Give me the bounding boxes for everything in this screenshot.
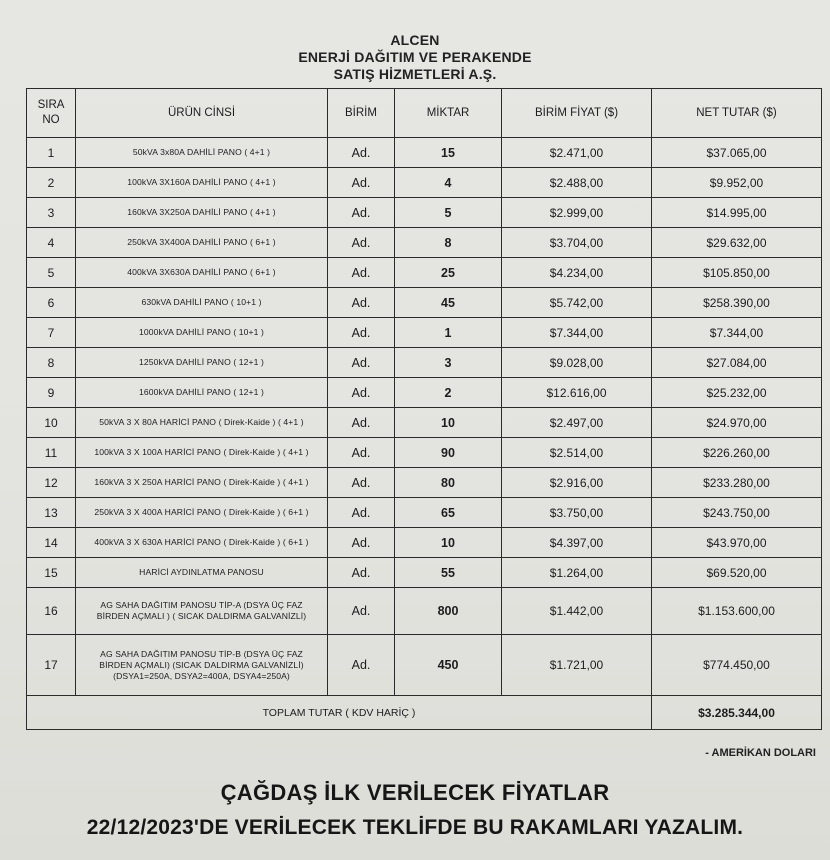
table-row: [27, 168, 822, 198]
table-row: [27, 378, 822, 408]
total-label: TOPLAM TUTAR ( KDV HARİÇ ): [27, 696, 652, 730]
row-unit: Ad.: [328, 168, 395, 198]
row-qty: 450: [395, 635, 502, 696]
row-product: 50kVA 3 X 80A HARİCİ PANO ( Direk-Kaide ) ( 4+1 ): [76, 408, 328, 438]
table-row: [27, 498, 822, 528]
row-no: 17: [27, 635, 76, 696]
table-row: [27, 528, 822, 558]
price-table: [26, 88, 822, 730]
table-row: [27, 288, 822, 318]
row-no: 9: [27, 378, 76, 408]
row-unit: Ad.: [328, 558, 395, 588]
row-unit: Ad.: [328, 588, 395, 635]
table-row: [27, 438, 822, 468]
col-header-no: [27, 89, 76, 138]
row-product-line: (DSYA1=250A, DSYA2=400A, DSYA4=250A): [113, 670, 290, 681]
row-unit: Ad.: [328, 468, 395, 498]
row-net-total: $233.280,00: [652, 468, 822, 498]
currency-note: - AMERİKAN DOLARI: [705, 747, 816, 759]
row-unit: Ad.: [328, 635, 395, 696]
row-no: 12: [27, 468, 76, 498]
row-no: 16: [27, 588, 76, 635]
row-qty: 10: [395, 408, 502, 438]
col-header-qty: MİKTAR: [395, 89, 502, 138]
row-net-total: $9.952,00: [652, 168, 822, 198]
table-row: [27, 635, 822, 696]
row-qty: 65: [395, 498, 502, 528]
row-net-total: $14.995,00: [652, 198, 822, 228]
row-no: 11: [27, 438, 76, 468]
row-unit: Ad.: [328, 408, 395, 438]
row-product: 160kVA 3 X 250A HARİCİ PANO ( Direk-Kaide ) ( 4+1 ): [76, 468, 328, 498]
row-unit-price: $2.471,00: [502, 138, 652, 168]
row-product: 400kVA 3X630A DAHİLİ PANO ( 6+1 ): [76, 258, 328, 288]
row-unit: Ad.: [328, 438, 395, 468]
row-unit: Ad.: [328, 498, 395, 528]
row-net-total: $226.260,00: [652, 438, 822, 468]
handwritten-note-line-1: ÇAĞDAŞ İLK VERİLECEK FİYATLAR: [220, 780, 610, 805]
row-unit-price: $2.999,00: [502, 198, 652, 228]
row-net-total: $69.520,00: [652, 558, 822, 588]
row-unit: Ad.: [328, 258, 395, 288]
table-row: [27, 198, 822, 228]
row-no: 4: [27, 228, 76, 258]
table-row: [27, 138, 822, 168]
row-net-total: $43.970,00: [652, 528, 822, 558]
row-qty: 55: [395, 558, 502, 588]
row-unit-price: $12.616,00: [502, 378, 652, 408]
row-no: 7: [27, 318, 76, 348]
table-row: [27, 468, 822, 498]
company-line-2: ENERJİ DAĞITIM VE PERAKENDE: [298, 49, 532, 65]
row-product: 1000kVA DAHİLİ PANO ( 10+1 ): [76, 318, 328, 348]
row-product: 250kVA 3X400A DAHİLİ PANO ( 6+1 ): [76, 228, 328, 258]
handwritten-note-line-2: 22/12/2023'DE VERİLECEK TEKLİFDE BU RAKAMLARI YAZALIM.: [86, 816, 744, 839]
row-net-total: $7.344,00: [652, 318, 822, 348]
total-value: $3.285.344,00: [652, 696, 822, 730]
col-header-net: NET TUTAR ($): [652, 89, 822, 138]
row-unit-price: $1.442,00: [502, 588, 652, 635]
row-net-total: $29.632,00: [652, 228, 822, 258]
row-product-line: AG SAHA DAĞITIM PANOSU TİP-B (DSYA ÜÇ FAZ: [100, 648, 303, 659]
row-qty: 4: [395, 168, 502, 198]
table-row: [27, 318, 822, 348]
row-product: 250kVA 3 X 400A HARİCİ PANO ( Direk-Kaide ) ( 6+1 ): [76, 498, 328, 528]
row-unit-price: $1.721,00: [502, 635, 652, 696]
row-unit-price: $2.514,00: [502, 438, 652, 468]
table-header-row: [27, 89, 822, 138]
row-unit-price: $5.742,00: [502, 288, 652, 318]
row-no: 5: [27, 258, 76, 288]
row-net-total: $774.450,00: [652, 635, 822, 696]
row-unit-price: $2.916,00: [502, 468, 652, 498]
row-qty: 800: [395, 588, 502, 635]
row-no: 2: [27, 168, 76, 198]
row-net-total: $27.084,00: [652, 348, 822, 378]
row-qty: 25: [395, 258, 502, 288]
row-product: 160kVA 3X250A DAHİLİ PANO ( 4+1 ): [76, 198, 328, 228]
row-no: 8: [27, 348, 76, 378]
row-product-line: AG SAHA DAĞITIM PANOSU TİP-A (DSYA ÜÇ FAZ: [100, 600, 303, 610]
table-row: [27, 348, 822, 378]
row-no: 1: [27, 138, 76, 168]
row-unit-price: $4.234,00: [502, 258, 652, 288]
row-unit: Ad.: [328, 318, 395, 348]
row-qty: 90: [395, 438, 502, 468]
row-qty: 10: [395, 528, 502, 558]
row-net-total: $258.390,00: [652, 288, 822, 318]
row-unit: Ad.: [328, 138, 395, 168]
row-unit-price: $3.704,00: [502, 228, 652, 258]
row-product: [76, 588, 328, 635]
col-header-unit: BİRİM: [328, 89, 395, 138]
company-name: ALCEN: [390, 32, 440, 48]
row-net-total: $24.970,00: [652, 408, 822, 438]
row-unit: Ad.: [328, 348, 395, 378]
row-unit: Ad.: [328, 528, 395, 558]
row-product: 100kVA 3X160A DAHİLİ PANO ( 4+1 ): [76, 168, 328, 198]
row-net-total: $25.232,00: [652, 378, 822, 408]
row-product: 630kVA DAHİLİ PANO ( 10+1 ): [76, 288, 328, 318]
row-no: 6: [27, 288, 76, 318]
table-row: [27, 588, 822, 635]
row-unit: Ad.: [328, 198, 395, 228]
col-header-no-line2: NO: [42, 114, 60, 126]
row-net-total: $243.750,00: [652, 498, 822, 528]
table-body: [27, 138, 822, 730]
table-row: [27, 228, 822, 258]
row-no: 3: [27, 198, 76, 228]
row-unit-price: $3.750,00: [502, 498, 652, 528]
row-qty: 1: [395, 318, 502, 348]
row-product: 1600kVA DAHİLİ PANO ( 12+1 ): [76, 378, 328, 408]
row-unit: Ad.: [328, 378, 395, 408]
row-product: 50kVA 3x80A DAHİLİ PANO ( 4+1 ): [76, 138, 328, 168]
row-qty: 15: [395, 138, 502, 168]
col-header-no-line1: SIRA: [37, 99, 65, 111]
row-no: 14: [27, 528, 76, 558]
row-unit-price: $1.264,00: [502, 558, 652, 588]
col-header-price: BİRİM FİYAT ($): [502, 89, 652, 138]
row-product-line: BİRDEN AÇMALI ) ( SICAK DALDIRMA GALVANİZLİ): [96, 611, 307, 621]
row-product: [76, 635, 328, 696]
row-unit-price: $9.028,00: [502, 348, 652, 378]
company-header: [0, 32, 830, 83]
row-unit-price: $2.488,00: [502, 168, 652, 198]
row-qty: 45: [395, 288, 502, 318]
row-no: 15: [27, 558, 76, 588]
table-row: [27, 558, 822, 588]
col-header-product: ÜRÜN CİNSİ: [76, 89, 328, 138]
table-row: [27, 408, 822, 438]
row-qty: 3: [395, 348, 502, 378]
row-product-line: BİRDEN AÇMALI) (SICAK DALDIRMA GALVANİZLİ): [99, 659, 304, 670]
row-qty: 2: [395, 378, 502, 408]
total-row: [27, 696, 822, 730]
row-net-total: $37.065,00: [652, 138, 822, 168]
row-no: 13: [27, 498, 76, 528]
row-product: 400kVA 3 X 630A HARİCİ PANO ( Direk-Kaide ) ( 6+1 ): [76, 528, 328, 558]
row-product: 1250kVA DAHİLİ PANO ( 12+1 ): [76, 348, 328, 378]
row-qty: 80: [395, 468, 502, 498]
row-product: 100kVA 3 X 100A HARİCİ PANO ( Direk-Kaide ) ( 4+1 ): [76, 438, 328, 468]
row-unit-price: $7.344,00: [502, 318, 652, 348]
table-row: [27, 258, 822, 288]
row-qty: 8: [395, 228, 502, 258]
row-qty: 5: [395, 198, 502, 228]
row-unit-price: $2.497,00: [502, 408, 652, 438]
row-unit: Ad.: [328, 288, 395, 318]
row-unit: Ad.: [328, 228, 395, 258]
company-line-3: SATIŞ HİZMETLERİ A.Ş.: [333, 66, 497, 82]
row-net-total: $1.153.600,00: [652, 588, 822, 635]
row-no: 10: [27, 408, 76, 438]
row-product: HARİCİ AYDINLATMA PANOSU: [76, 558, 328, 588]
row-net-total: $105.850,00: [652, 258, 822, 288]
row-unit-price: $4.397,00: [502, 528, 652, 558]
